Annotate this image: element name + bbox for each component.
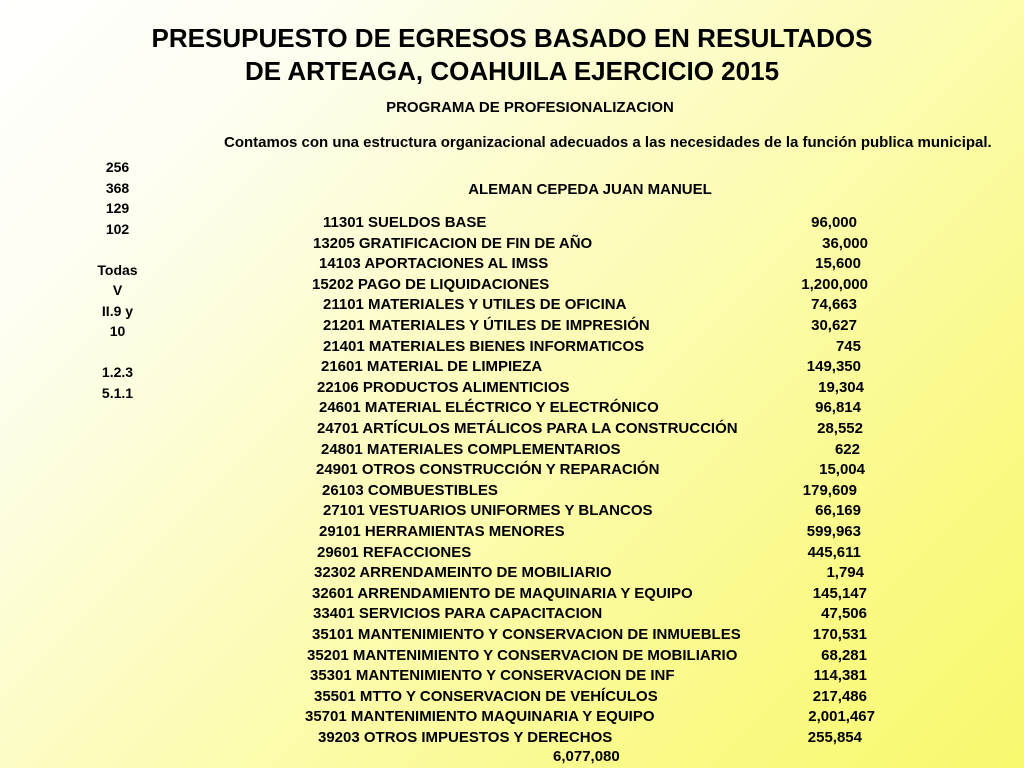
budget-line-label: 24901 OTROS CONSTRUCCIÓN Y REPARACIÓN (316, 461, 660, 478)
sidebar-line: Todas (97, 261, 138, 278)
budget-line-label: 29101 HERRAMIENTAS MENORES (319, 523, 565, 540)
budget-line-label: 35101 MANTENIMIENTO Y CONSERVACION DE INMUEBLES (312, 626, 741, 643)
budget-line-amount: 96,814 (815, 399, 861, 416)
budget-line-amount: 255,854 (807, 729, 862, 746)
budget-line-label: 22106 PRODUCTOS ALIMENTICIOS (317, 379, 570, 396)
budget-line-amount: 15,004 (819, 461, 865, 478)
budget-line-amount: 217,486 (812, 688, 867, 705)
budget-line-label: 21201 MATERIALES Y ÚTILES DE IMPRESIÓN (323, 317, 650, 334)
budget-line-amount: 445,611 (807, 544, 861, 561)
budget-line-label: 39203 OTROS IMPUESTOS Y DERECHOS (318, 729, 613, 746)
budget-line-label: 29601 REFACCIONES (317, 544, 472, 561)
budget-line-label: 26103 COMBUESTIBLES (322, 482, 498, 499)
budget-line-amount: 68,281 (821, 647, 867, 664)
budget-line-amount: 2,001,467 (808, 708, 875, 725)
budget-line-amount: 47,506 (821, 605, 867, 622)
budget-line-amount: 74,663 (811, 296, 857, 313)
budget-line-label: 27101 VESTUARIOS UNIFORMES Y BLANCOS (323, 502, 653, 519)
budget-line-label: 35701 MANTENIMIENTO MAQUINARIA Y EQUIPO (305, 708, 655, 725)
sidebar-line: 368 (105, 179, 130, 196)
budget-line-amount: 28,552 (817, 420, 863, 437)
budget-line-amount: 149,350 (806, 358, 861, 375)
budget-line-label: 24701 ARTÍCULOS METÁLICOS PARA LA CONSTRUCCIÓN (317, 420, 738, 437)
budget-line-amount: 622 (834, 441, 860, 458)
budget-line-amount: 599,963 (806, 523, 861, 540)
budget-total: 6,077,080 (553, 748, 620, 765)
program-name: PROGRAMA DE PROFESIONALIZACION (386, 99, 674, 116)
budget-line-label: 21401 MATERIALES BIENES INFORMATICOS (323, 338, 645, 355)
sidebar-line: 102 (105, 220, 130, 237)
budget-line-label: 32601 ARRENDAMIENTO DE MAQUINARIA Y EQUIPO (312, 585, 693, 602)
budget-line-amount: 170,531 (812, 626, 867, 643)
sidebar-line: 5.1.1 (101, 384, 134, 401)
budget-line-label: 35301 MANTENIMIENTO Y CONSERVACION DE INF (310, 667, 675, 684)
budget-line-amount: 1,200,000 (801, 276, 868, 293)
page-title (0, 22, 1024, 88)
sidebar-line: 10 (109, 323, 126, 339)
budget-line-amount: 15,600 (815, 255, 861, 272)
responsible-name: ALEMAN CEPEDA JUAN MANUEL (468, 181, 712, 198)
title-line-1: PRESUPUESTO DE EGRESOS BASADO EN RESULTADOS (151, 23, 873, 53)
intro-text: Contamos con una estructura organizacional adecuados a las necesidades de la función publica municipal. (224, 134, 992, 151)
budget-line-amount: 19,304 (818, 379, 864, 396)
sidebar-line: II.9 y (101, 302, 134, 319)
sidebar-line: 1.2.3 (101, 364, 134, 380)
budget-line-label: 21101 MATERIALES Y UTILES DE OFICINA (323, 296, 627, 313)
sidebar-line: V (112, 282, 123, 298)
budget-line-label: 14103 APORTACIONES AL IMSS (319, 255, 549, 272)
budget-line-amount: 96,000 (811, 214, 857, 231)
budget-line-label: 21601 MATERIAL DE LIMPIEZA (321, 358, 543, 375)
budget-line-amount: 36,000 (822, 235, 868, 252)
budget-line-amount: 114,381 (813, 667, 867, 684)
title-line-2: DE ARTEAGA, COAHUILA EJERCICIO 2015 (244, 56, 780, 86)
budget-line-label: 35501 MTTO Y CONSERVACION DE VEHÍCULOS (314, 688, 658, 705)
budget-line-label: 35201 MANTENIMIENTO Y CONSERVACION DE MOBILIARIO (307, 647, 738, 664)
budget-line-label: 11301 SUELDOS BASE (323, 214, 487, 231)
budget-line-label: 13205 GRATIFICACION DE FIN DE AÑO (313, 235, 593, 252)
sidebar-line (70, 239, 165, 260)
budget-line-label: 24801 MATERIALES COMPLEMENTARIOS (321, 441, 621, 458)
budget-line-label: 24601 MATERIAL ELÉCTRICO Y ELECTRÓNICO (319, 399, 659, 416)
budget-line-amount: 66,169 (815, 502, 861, 519)
sidebar-line (70, 342, 165, 363)
budget-line-amount: 145,147 (812, 585, 867, 602)
budget-line-label: 32302 ARRENDAMEINTO DE MOBILIARIO (314, 564, 612, 581)
budget-line-amount: 1,794 (826, 564, 864, 581)
budget-line-amount: 30,627 (811, 317, 857, 334)
budget-line-label: 33401 SERVICIOS PARA CAPACITACION (313, 605, 603, 622)
sidebar-line: 129 (105, 200, 130, 216)
budget-line-amount: 179,609 (802, 482, 857, 499)
budget-line-label: 15202 PAGO DE LIQUIDACIONES (312, 276, 550, 293)
sidebar-line: 256 (105, 159, 130, 175)
budget-line-amount: 745 (835, 338, 861, 355)
